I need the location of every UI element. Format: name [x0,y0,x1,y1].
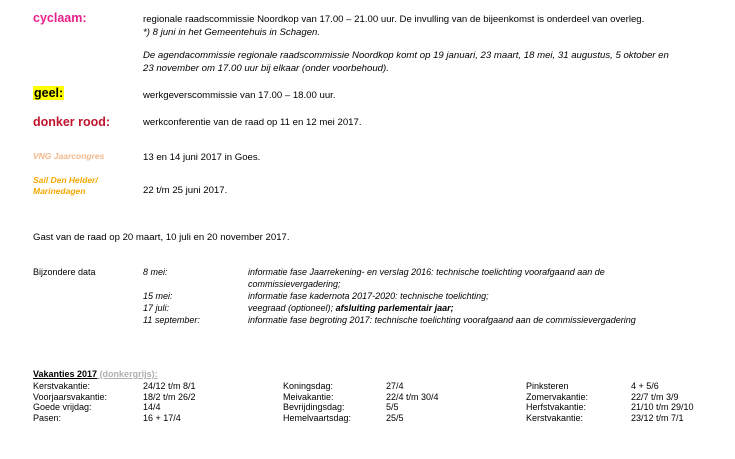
col3-name: Pinksteren [526,381,569,391]
col3-value: 23/12 t/m 7/1 [631,412,684,423]
col1-names [33,381,107,423]
col2-name: Meivakantie: [283,391,334,402]
date-15-mei: 15 mei: [143,291,173,301]
text-17-juli-bold: afsluiting parlementair jaar; [335,303,454,313]
sail-text: 22 t/m 25 juni 2017. [143,185,228,196]
col3-value: 22/7 t/m 3/9 [631,391,679,402]
col3-names [526,381,588,423]
text-8-mei: informatie fase Jaarrekening- en verslag 2016: technische toelichting voorafgaand aan de [248,267,605,277]
sail-label [33,175,98,197]
agenda-line1: De agendacommissie regionale raadscommissie Noordkop komt op 19 januari, 23 maart, 18 mei, 31 augustus, 5 oktober en [143,50,669,61]
vakanties-subtitle: (donkergrijs): [97,369,158,379]
col3-name: Herfstvakantie: [526,402,587,413]
date-11-september: 11 september: [143,315,200,325]
date-17-juli: 17 juli: [143,303,170,313]
vakanties-title: Vakanties 2017 [33,369,98,379]
col3-name: Zomervakantie: [526,391,589,402]
vakanties-heading [33,369,158,379]
col1-value: 24/12 t/m 8/1 [143,381,196,391]
col1-name: Goede vrijdag: [33,402,92,413]
gast-text: Gast van de raad op 20 maart, 10 juli en 20 november 2017. [33,232,290,243]
col2-name: Koningsdag: [283,381,334,391]
col1-value: 16 + 17/4 [143,412,181,423]
col3-value: 4 + 5/6 [631,381,659,391]
col1-value: 18/2 t/m 26/2 [143,391,196,402]
col3-value: 21/10 t/m 29/10 [631,402,694,413]
col2-value: 25/5 [386,412,404,423]
text-17-juli [248,303,454,313]
cyclaam-line1: regionale raadscommissie Noordkop van 17.00 – 21.00 uur. De invulling van de bijeenkomst is onderdeel van overleg. [143,14,645,25]
date-8-mei: 8 mei: [143,267,168,277]
text-11-september: informatie fase begroting 2017: technische toelichting voorafgaand aan de commissievergadering [248,315,636,325]
text-8-mei-cont: commissievergadering; [248,279,341,289]
col2-value: 27/4 [386,381,404,391]
col1-name: Pasen: [33,412,62,423]
text-15-mei: informatie fase kadernota 2017-2020: technische toelichting; [248,291,489,301]
col1-value: 14/4 [143,402,161,413]
donker-rood-label: donker rood: [33,115,111,129]
vng-label: VNG Jaarcongres [33,151,105,161]
bijzondere-label: Bijzondere data [33,267,96,277]
col2-value: 22/4 t/m 30/4 [386,391,439,402]
col1-name: Kerstvakantie: [33,381,91,391]
col2-value: 5/5 [386,402,399,413]
col2-name: Hemelvaartsdag: [283,412,352,423]
sail-label-line1: Sail Den Helder/ [33,175,98,185]
geel-text: werkgeverscommissie van 17.00 – 18.00 uur. [143,90,336,101]
col2-names [283,381,351,423]
text-17-juli-plain: veegraad (optioneel); [248,303,336,313]
col3-values [631,381,694,423]
donker-rood-text: werkconferentie van de raad op 11 en 12 mei 2017. [143,117,362,128]
col1-values [143,381,196,423]
geel-label: geel: [34,86,64,100]
col3-name: Kerstvakantie: [526,412,584,423]
col2-name: Bevrijdingsdag: [283,402,345,413]
cyclaam-label: cyclaam: [33,11,87,25]
cyclaam-line2: *) 8 juni in het Gemeentehuis in Schagen. [143,27,321,38]
agenda-line2: 23 november om 17.00 uur bij elkaar (onder voorbehoud). [143,63,389,74]
sail-label-line2: Marinedagen [33,186,86,196]
vng-text: 13 en 14 juni 2017 in Goes. [143,152,261,163]
col1-name: Voorjaarsvakantie: [33,391,108,402]
col2-values [386,381,439,423]
